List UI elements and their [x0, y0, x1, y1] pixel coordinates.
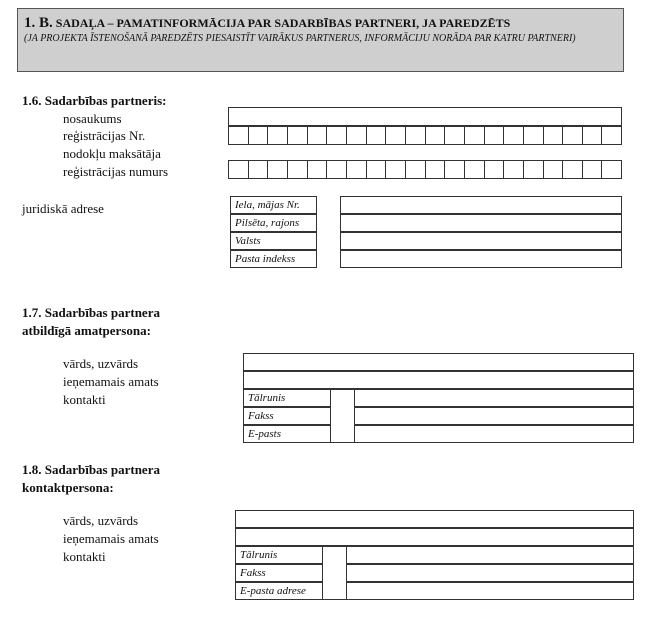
contact-name-input[interactable]: [235, 510, 634, 528]
contact-person-title-1: 1.8. Sadarbības partnera: [22, 462, 160, 477]
official-email-input[interactable]: [354, 425, 634, 443]
contact-phone-input[interactable]: [346, 546, 634, 564]
city-label: Pilsēta, rajons: [230, 214, 317, 232]
contact-person-title-2: kontaktpersona:: [22, 480, 114, 495]
country-input[interactable]: [340, 232, 622, 250]
contact-phone-label: Tālrunis: [235, 546, 323, 564]
official-phone-input[interactable]: [354, 389, 634, 407]
section-title: [24, 14, 617, 33]
divider: [331, 442, 354, 443]
tax-reg-label: reģistrācijas numurs: [63, 164, 169, 179]
reg-nr-cells[interactable]: [228, 126, 622, 145]
contact-position-label: ieņemamais amats: [63, 531, 159, 546]
name-label: nosaukums: [63, 111, 122, 126]
divider: [323, 599, 346, 600]
official-contacts-label: kontakti: [63, 392, 106, 407]
official-phone-label: Tālrunis: [243, 389, 331, 407]
divider: [323, 546, 346, 547]
contact-email-label: E-pasta adrese: [235, 582, 323, 600]
divider: [331, 389, 354, 390]
official-email-label: E-pasts: [243, 425, 331, 443]
section-heading: SADAĻA – PAMATINFORMĀCIJA PAR SADARBĪBAS PARTNERI, JA PAREDZĒTS: [52, 16, 511, 30]
official-fax-label: Fakss: [243, 407, 331, 425]
official-name-label: vārds, uzvārds: [63, 356, 139, 371]
contact-fax-input[interactable]: [346, 564, 634, 582]
official-position-label: ieņemamais amats: [63, 374, 159, 389]
contact-email-input[interactable]: [346, 582, 634, 600]
reg-nr-label: reģistrācijas Nr.: [63, 128, 146, 143]
tax-label: nodokļu maksātāja: [63, 146, 161, 161]
legal-address-label: juridiskā adrese: [22, 201, 104, 216]
street-label: Iela, mājas Nr.: [230, 196, 317, 214]
official-title-2: atbildīgā amatpersona:: [22, 323, 151, 338]
section-note: (JA PROJEKTA ĪSTENOŠANĀ PAREDZĒTS PIESAISTĪT VAIRĀKUS PARTNERUS, INFORMĀCIJU NORĀDA PAR KATRU PARTNERI): [24, 32, 576, 44]
official-fax-input[interactable]: [354, 407, 634, 425]
partner-title: 1.6. Sadarbības partneris:: [22, 93, 167, 108]
official-name-input[interactable]: [243, 353, 634, 371]
section-number: 1. B.: [24, 15, 53, 31]
postal-code-label: Pasta indekss: [230, 250, 317, 268]
partner-name-input[interactable]: [228, 107, 622, 126]
contact-position-input[interactable]: [235, 528, 634, 546]
contact-contacts-label: kontakti: [63, 549, 106, 564]
contact-fax-label: Fakss: [235, 564, 323, 582]
official-title-1: 1.7. Sadarbības partnera: [22, 305, 160, 320]
country-label: Valsts: [230, 232, 317, 250]
contact-name-label: vārds, uzvārds: [63, 513, 139, 528]
city-input[interactable]: [340, 214, 622, 232]
tax-reg-cells[interactable]: [228, 160, 622, 179]
official-position-input[interactable]: [243, 371, 634, 389]
street-input[interactable]: [340, 196, 622, 214]
postal-code-input[interactable]: [340, 250, 622, 268]
section-header: [17, 8, 624, 72]
